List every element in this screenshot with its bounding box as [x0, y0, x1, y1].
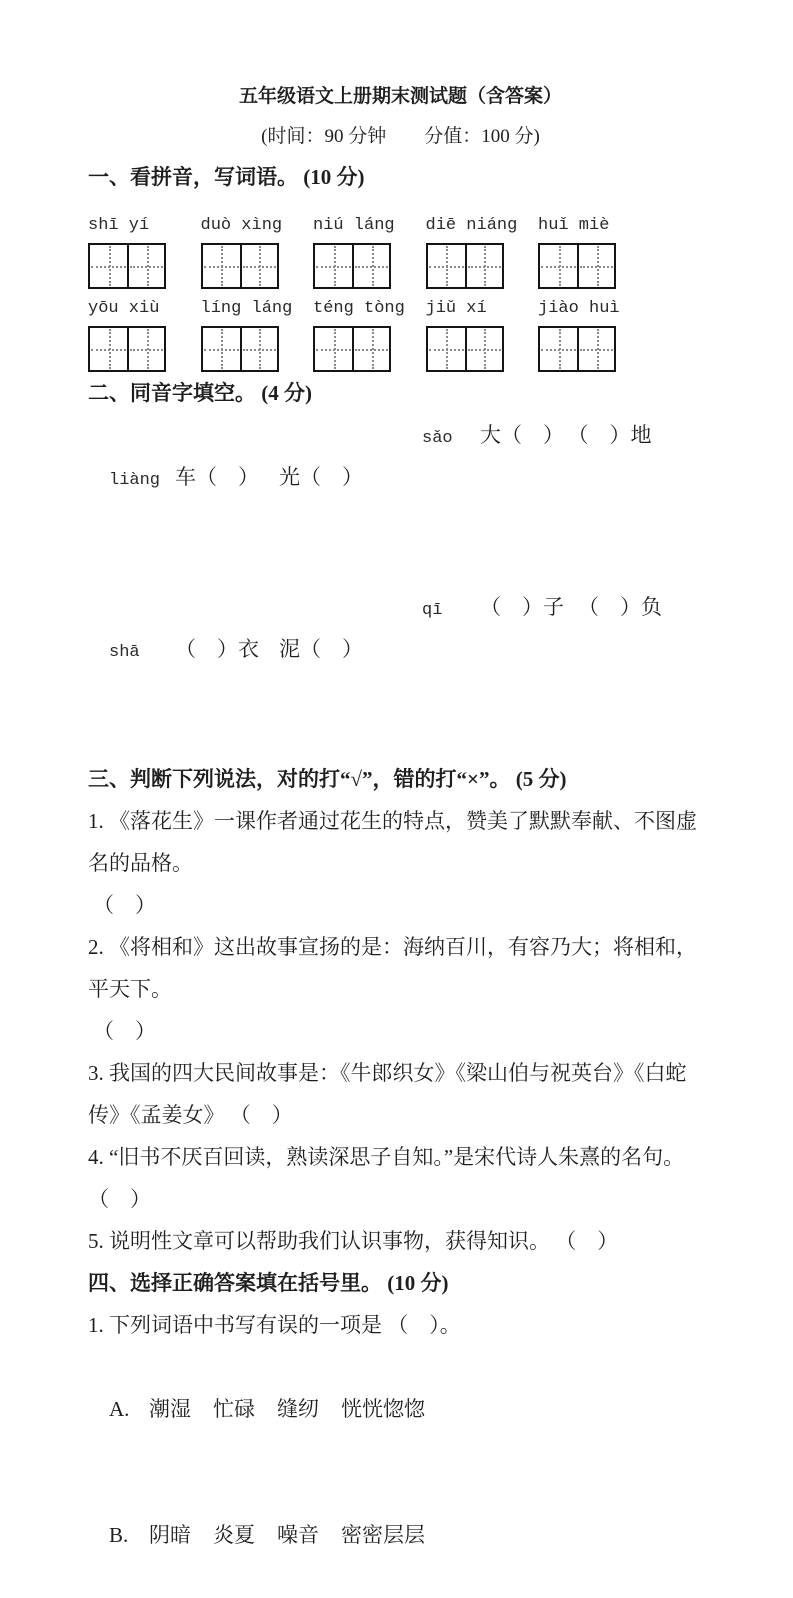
writing-cell[interactable] — [240, 328, 277, 370]
writing-cell[interactable] — [203, 245, 240, 287]
fill-blank-group[interactable]: （ ）子 — [480, 595, 564, 619]
pinyin-grid-row-1 — [88, 214, 618, 289]
option-word: 恍恍惚惚 — [341, 1397, 425, 1421]
fill-blank-group[interactable]: （ ）地 — [578, 423, 652, 447]
writing-cell[interactable] — [428, 328, 465, 370]
writing-grid[interactable] — [313, 243, 391, 289]
writing-grid[interactable] — [201, 243, 279, 289]
answer-bracket-line[interactable]: （ ） — [93, 893, 156, 917]
page-title: 五年级语文上册期末测试题（含答案） — [238, 86, 562, 107]
pinyin-label: duò xìng — [200, 216, 283, 235]
pinyin-label: shā — [109, 643, 140, 662]
fill-blank-group[interactable]: （ ）负 — [578, 595, 662, 619]
section4-heading: 四、选择正确答案填在括号里。 (10 分) — [88, 1271, 449, 1295]
writing-grid[interactable] — [88, 243, 166, 289]
pinyin-label: yōu xiù — [88, 299, 160, 318]
pinyin-word-unit — [426, 297, 506, 372]
pinyin-word-unit — [313, 214, 393, 289]
pinyin-word-unit — [200, 297, 293, 372]
pinyin-word-unit — [201, 214, 281, 289]
pinyin-word-unit — [538, 214, 618, 289]
writing-grid[interactable] — [538, 326, 616, 372]
option-word: 潮湿 — [149, 1397, 191, 1421]
writing-cell[interactable] — [127, 328, 164, 370]
answer-bracket-line[interactable]: （ ） — [93, 1019, 156, 1043]
writing-cell[interactable] — [240, 245, 277, 287]
homophone-row-1 — [88, 414, 713, 586]
writing-grid[interactable] — [201, 326, 279, 372]
judge-item-4: 4. “旧书不厌百回读，熟读深思子自知。”是宋代诗人朱熹的名句。 （ ） — [88, 1145, 690, 1211]
writing-cell[interactable] — [90, 328, 127, 370]
pinyin-label: jiǔ xí — [425, 299, 487, 318]
fill-blank-group[interactable]: （ ）衣 — [175, 637, 259, 661]
fill-blank-group[interactable]: 车（ ） — [175, 465, 259, 489]
section1-heading: 一、看拼音，写词语。 (10 分) — [88, 165, 365, 189]
pinyin-grid-row-2 — [88, 297, 618, 372]
option-label: A. — [109, 1397, 130, 1421]
pinyin-word-unit — [425, 214, 518, 289]
pinyin-label: jiào huì — [538, 299, 620, 318]
pinyin-label: liàng — [109, 471, 161, 490]
writing-cell[interactable] — [540, 245, 577, 287]
pinyin-label: sǎo — [422, 429, 453, 448]
writing-grid[interactable] — [538, 243, 616, 289]
homophone-right-col — [422, 414, 666, 460]
writing-grid[interactable] — [313, 326, 391, 372]
option-label: B. — [109, 1523, 129, 1547]
writing-cell[interactable] — [465, 245, 502, 287]
writing-cell[interactable] — [540, 328, 577, 370]
writing-cell[interactable] — [90, 245, 127, 287]
pinyin-word-unit — [538, 297, 618, 372]
option-word: 缝纫 — [277, 1397, 319, 1421]
option-word: 阴暗 — [149, 1523, 191, 1547]
pinyin-label: diē niáng — [425, 216, 518, 235]
writing-grid[interactable] — [88, 326, 166, 372]
choice-option-a[interactable] — [88, 1346, 713, 1472]
pinyin-word-unit — [313, 297, 405, 372]
writing-cell[interactable] — [428, 245, 465, 287]
writing-grid[interactable] — [426, 326, 504, 372]
exam-meta-line: (时间：90 分钟 分值：100 分) — [261, 126, 540, 147]
pinyin-label: qī — [422, 601, 443, 620]
choice-option-b[interactable] — [88, 1472, 713, 1598]
pinyin-word-unit — [88, 214, 168, 289]
section2-heading: 二、同音字填空。 (4 分) — [88, 381, 312, 405]
pinyin-label: niú láng — [313, 216, 395, 235]
writing-cell[interactable] — [465, 328, 502, 370]
writing-cell[interactable] — [203, 328, 240, 370]
pinyin-label: shī yí — [88, 216, 150, 235]
section3-heading: 三、判断下列说法，对的打“√”，错的打“×”。 (5 分) — [88, 767, 567, 791]
judge-item-1: 1. 《落花生》一课作者通过花生的特点，赞美了默默奉献、不图虚名的品格。 — [88, 809, 697, 875]
judge-item-5: 5. 说明性文章可以帮助我们认识事物，获得知识。 （ ） — [88, 1229, 619, 1253]
pinyin-label: líng láng — [200, 299, 293, 318]
writing-cell[interactable] — [577, 328, 614, 370]
option-word: 炎夏 — [213, 1523, 255, 1547]
pinyin-label: téng tòng — [313, 299, 405, 318]
pinyin-word-unit — [88, 297, 168, 372]
choice-question-1: 1. 下列词语中书写有误的一项是 （ ）。 — [88, 1313, 461, 1337]
writing-cell[interactable] — [315, 328, 352, 370]
writing-cell[interactable] — [127, 245, 164, 287]
writing-cell[interactable] — [315, 245, 352, 287]
fill-blank-group[interactable]: 光（ ） — [279, 465, 363, 489]
judge-item-3: 3. 我国的四大民间故事是：《牛郎织女》《梁山伯与祝英台》《白蛇传》《孟姜女》 （ ） — [88, 1061, 687, 1127]
fill-blank-group[interactable]: 泥（ ） — [279, 637, 363, 661]
option-word: 噪音 — [277, 1523, 319, 1547]
writing-cell[interactable] — [352, 245, 389, 287]
option-word: 密密层层 — [341, 1523, 425, 1547]
writing-cell[interactable] — [577, 245, 614, 287]
homophone-right-col — [422, 586, 676, 632]
writing-grid[interactable] — [426, 243, 504, 289]
option-word: 忙碌 — [213, 1397, 255, 1421]
writing-cell[interactable] — [352, 328, 389, 370]
homophone-row-2 — [88, 586, 713, 758]
pinyin-label: huǐ miè — [538, 216, 610, 235]
judge-item-2: 2. 《将相和》这出故事宣扬的是：海纳百川，有容乃大；将相和，平天下。 — [88, 935, 697, 1001]
fill-blank-group[interactable]: 大（ ） — [480, 423, 564, 447]
